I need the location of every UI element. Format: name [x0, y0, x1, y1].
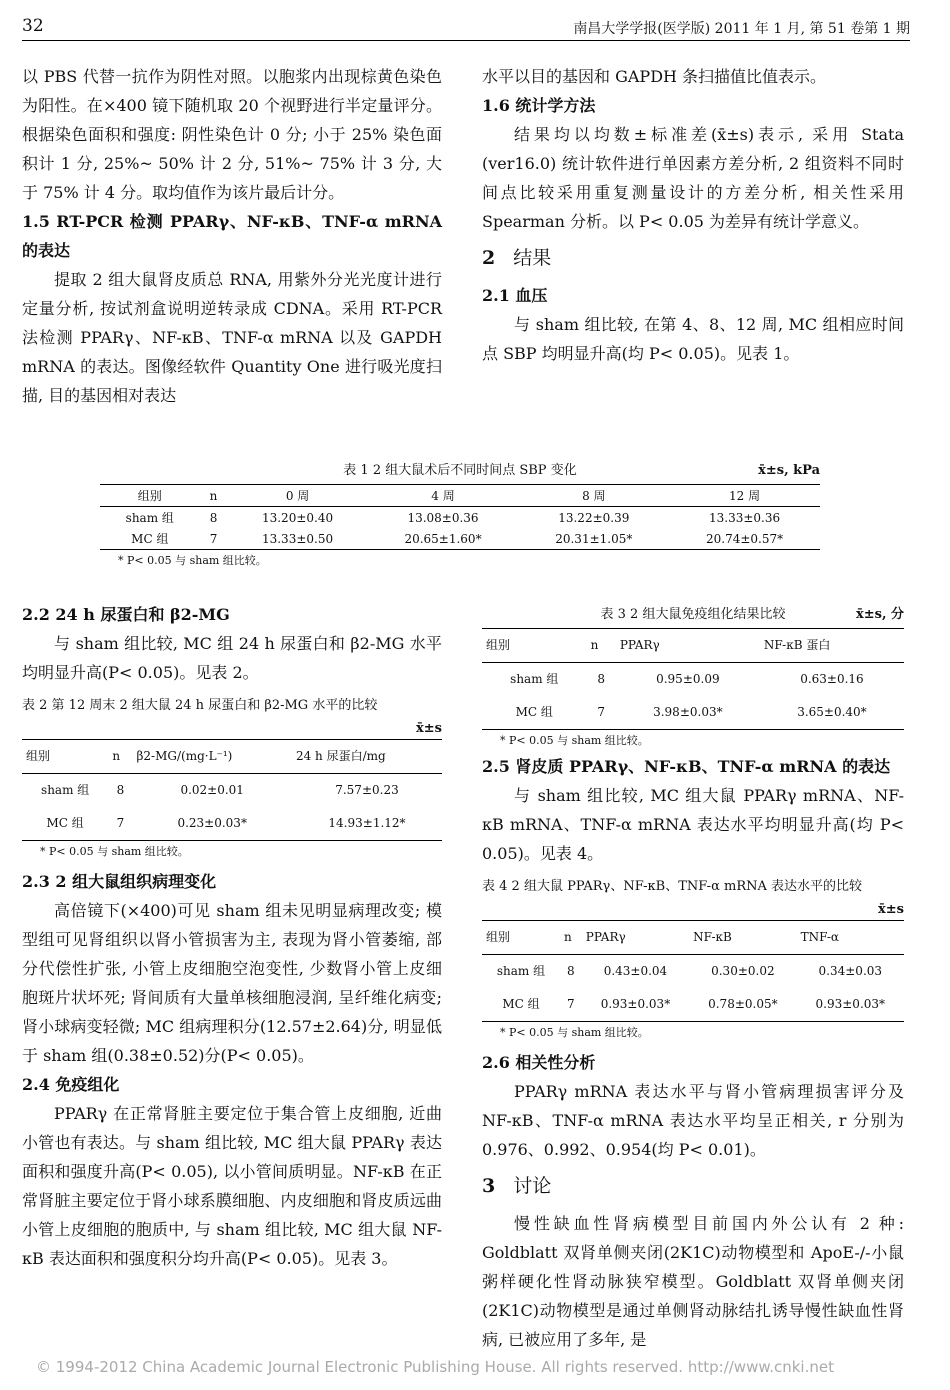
column-header: PPARγ	[582, 921, 689, 955]
column-header: 12 周	[669, 485, 820, 507]
running-header	[22, 14, 910, 41]
table-cell: 7.57±0.23	[335, 783, 399, 797]
table-unit: x̄±s	[416, 721, 442, 736]
left-column-top	[22, 62, 442, 410]
table-4	[482, 874, 904, 1044]
paragraph: 高倍镜下(×400)可见 sham 组未见明显病理改变; 模型组可见肾组织以肾小管损害为主, 表现为肾小管萎缩, 部分代偿性扩张, 小管上皮细胞空泡变性, 少数肾小管上皮细胞斑片状坏死; 肾间质有大量单核细胞浸润, 呈纤维化病变; 肾小球病变轻微; MC 组病理积分(12.57±2.64)分, 明显低于 sham 组(0.38±0.52)分(P< 0.05)。	[22, 901, 442, 1065]
table-row	[482, 696, 904, 730]
table-cell: 0.78±0.05*	[689, 988, 796, 1022]
table-cell: 8	[116, 783, 125, 797]
table-cell: 13.08±0.36	[407, 510, 479, 525]
table-cell: 0.93±0.03*	[582, 988, 689, 1022]
section-heading-2-1: 2.1 血压	[482, 286, 548, 305]
table-cell: 0.63±0.16	[800, 672, 864, 686]
table-row	[22, 774, 442, 808]
section-heading-2-5: 2.5 肾皮质 PPARγ、NF-κB、TNF-α mRNA 的表达	[482, 757, 891, 776]
column-header: 组别	[100, 485, 200, 507]
section-heading-2-6: 2.6 相关性分析	[482, 1053, 596, 1072]
paragraph: 水平以目的基因和 GAPDH 条扫描值比值表示。	[482, 67, 827, 86]
section-number: 2	[482, 247, 496, 269]
data-table	[482, 628, 904, 730]
table-cell: MC 组	[482, 696, 587, 730]
table-cell: 13.22±0.39	[558, 510, 630, 525]
section-heading-2	[482, 244, 904, 273]
table-cell: MC 组	[482, 988, 560, 1022]
table-note: * P< 0.05 与 sham 组比较。	[500, 1026, 649, 1039]
column-header: 组别	[22, 740, 108, 774]
table-note: * P< 0.05 与 sham 组比较。	[118, 554, 267, 567]
table-cell: 13.33±0.36	[709, 510, 781, 525]
column-header: β2-MG/(mg·L⁻¹)	[132, 740, 291, 774]
section-title: 结果	[513, 247, 552, 269]
table-unit: x̄±s, kPa	[758, 463, 820, 478]
table-cell: 13.20±0.40	[261, 510, 334, 525]
column-header: TNF-α	[797, 921, 904, 955]
table-caption	[482, 602, 904, 628]
column-header: n	[200, 485, 228, 507]
table-cell: 0.34±0.03	[818, 964, 883, 978]
table-2	[22, 693, 442, 863]
column-header: NF-κB 蛋白	[760, 629, 904, 663]
copyright-footer: © 1994-2012 China Academic Journal Electronic Publishing House. All rights reserved. http://www.cnki.net	[36, 1358, 834, 1376]
column-header: NF-κB	[689, 921, 796, 955]
paragraph: 以 PBS 代替一抗作为阴性对照。以胞浆内出现棕黄色染色为阳性。在×400 镜下随机取 20 个视野进行半定量评分。根据染色面积和强度: 阴性染色计 0 分; 小于 25% 染色面积计 1 分, 25%~ 50% 计 2 分, 51%~ 75% 计 3 分, 大于 75% 计 4 分。取均值作为该片最后计分。	[22, 67, 442, 202]
table-note: * P< 0.05 与 sham 组比较。	[40, 845, 189, 858]
table-row	[482, 955, 904, 989]
paragraph: 与 sham 组比较, MC 组大鼠 PPARγ mRNA、NF-κB mRNA、TNF-α mRNA 表达水平均明显升高(均 P< 0.05)。见表 4。	[482, 786, 904, 863]
table-cell: sham 组	[496, 964, 546, 978]
paragraph: 慢性缺血性肾病模型目前国内外公认有 2 种: Goldblatt 双肾单侧夹闭(2K1C)动物模型和 ApoE-/-小鼠粥样硬化性肾动脉狭窄模型。Goldblatt 双肾单侧夹闭(2K1C)动物模型是通过单侧肾动脉结扎诱导慢性缺血性肾病, 已被应用了多年, 是	[482, 1214, 904, 1349]
table-caption: 表 4 2 组大鼠 PPARγ、NF-κB、TNF-α mRNA 表达水平的比较	[482, 879, 862, 894]
table-row	[482, 988, 904, 1022]
data-table	[100, 484, 820, 550]
table-cell: 7	[587, 696, 616, 730]
table-3	[482, 602, 904, 752]
section-number: 3	[482, 1175, 496, 1197]
table-cell: 0.43±0.04	[603, 964, 668, 978]
section-heading-2-3: 2.3 2 组大鼠组织病理变化	[22, 872, 217, 891]
paragraph: PPARγ mRNA 表达水平与肾小管病理损害评分及 NF-κB、TNF-α mRNA 表达水平均呈正相关, r 分别为 0.976、0.992、0.954(均 P< 0.01)。	[482, 1082, 904, 1159]
column-header: 0 周	[227, 485, 367, 507]
paragraph: 结果均以均数±标准差(x̄±s)表示, 采用 Stata (ver16.0) 统计软件进行单因素方差分析, 2 组资料不同时间点比较采用重复测量设计的方差分析, 相关性采用 Spearman 分析。以 P< 0.05 为差异有统计学意义。	[482, 125, 904, 231]
table-cell: 20.74±0.57*	[669, 528, 820, 550]
column-header: 组别	[482, 629, 587, 663]
table-title: 表 1 2 组大鼠术后不同时间点 SBP 变化	[343, 463, 577, 478]
table-cell: 7	[108, 807, 132, 841]
paragraph: 提取 2 组大鼠肾皮质总 RNA, 用紫外分光光度计进行定量分析, 按试剂盒说明逆转录成 CDNA。采用 RT-PCR 法检测 PPARγ、NF-κB、TNF-α mRNA 以及 GAPDH mRNA 的表达。图像经软件 Quantity One 进行吸光度扫描, 目的基因相对表达	[22, 270, 442, 405]
table-cell: 7	[200, 528, 228, 550]
data-table	[22, 739, 442, 841]
journal-title: 南昌大学学报(医学版) 2011 年 1 月, 第 51 卷第 1 期	[573, 21, 910, 37]
table-cell: 7	[560, 988, 582, 1022]
column-header: PPARγ	[616, 629, 760, 663]
table-cell: 0.02±0.01	[180, 783, 244, 797]
table-caption: 表 2 第 12 周末 2 组大鼠 24 h 尿蛋白和 β2-MG 水平的比较	[22, 698, 378, 713]
table-row	[482, 663, 904, 697]
section-heading-2-2: 2.2 24 h 尿蛋白和 β2-MG	[22, 605, 230, 624]
column-header: 组别	[482, 921, 560, 955]
section-heading-3	[482, 1172, 904, 1201]
table-cell: sham 组	[125, 511, 174, 525]
section-heading-1-6: 1.6 统计学方法	[482, 96, 596, 115]
table-cell: 13.33±0.50	[227, 528, 367, 550]
table-row	[22, 807, 442, 841]
column-header: n	[560, 921, 582, 955]
table-cell: sham 组	[510, 672, 559, 686]
column-header: n	[587, 629, 616, 663]
column-header: 8 周	[518, 485, 669, 507]
right-column-top	[482, 62, 904, 368]
table-unit: x̄±s, 分	[855, 607, 904, 622]
table-note: * P< 0.05 与 sham 组比较。	[500, 734, 649, 747]
table-title: 表 3 2 组大鼠免疫组化结果比较	[600, 607, 786, 622]
right-column-bottom	[482, 602, 904, 1354]
table-cell: 20.31±1.05*	[518, 528, 669, 550]
table-cell: 0.93±0.03*	[797, 988, 904, 1022]
table-cell: 0.30±0.02	[711, 964, 775, 978]
section-heading-2-4: 2.4 免疫组化	[22, 1075, 120, 1094]
table-row	[100, 507, 820, 529]
table-cell: MC 组	[22, 807, 108, 841]
table-cell: 3.98±0.03*	[616, 696, 760, 730]
page-number: 32	[22, 16, 44, 36]
left-column-bottom	[22, 600, 442, 1273]
table-cell: 8	[597, 672, 605, 686]
paragraph: 与 sham 组比较, 在第 4、8、12 周, MC 组相应时间点 SBP 均明显升高(均 P< 0.05)。见表 1。	[482, 315, 904, 363]
table-cell: 3.65±0.40*	[760, 696, 904, 730]
table-1	[100, 458, 820, 572]
table-cell: 8	[209, 510, 218, 525]
column-header: n	[108, 740, 132, 774]
section-title: 讨论	[513, 1175, 552, 1197]
column-header: 4 周	[368, 485, 519, 507]
table-cell: 8	[567, 964, 575, 978]
table-cell: 20.65±1.60*	[368, 528, 519, 550]
data-table	[482, 920, 904, 1022]
table-cell: 0.95±0.09	[656, 672, 720, 686]
table-caption	[100, 458, 820, 484]
paragraph: 与 sham 组比较, MC 组 24 h 尿蛋白和 β2-MG 水平均明显升高(P< 0.05)。见表 2。	[22, 634, 442, 682]
table-cell: 14.93±1.12*	[292, 807, 442, 841]
table-cell: MC 组	[100, 528, 200, 550]
table-row	[100, 528, 820, 550]
table-unit: x̄±s	[878, 902, 904, 917]
paragraph: PPARγ 在正常肾脏主要定位于集合管上皮细胞, 近曲小管也有表达。与 sham 组比较, MC 组大鼠 PPARγ 表达面积和强度升高(P< 0.05), 以小管间质明显。NF-κB 在正常肾脏主要定位于肾小球系膜细胞、内皮细胞和肾皮质远曲小管上皮细胞的胞质中, 与 sham 组比较, MC 组大鼠 NF-κB 表达面积和强度积分均升高(P< 0.05)。见表 3。	[22, 1104, 442, 1268]
table-cell: 0.23±0.03*	[132, 807, 291, 841]
section-heading-1-5: 1.5 RT-PCR 检测 PPARγ、NF-κB、TNF-α mRNA 的表达	[22, 212, 442, 260]
column-header: 24 h 尿蛋白/mg	[292, 740, 442, 774]
table-cell: sham 组	[41, 783, 90, 797]
